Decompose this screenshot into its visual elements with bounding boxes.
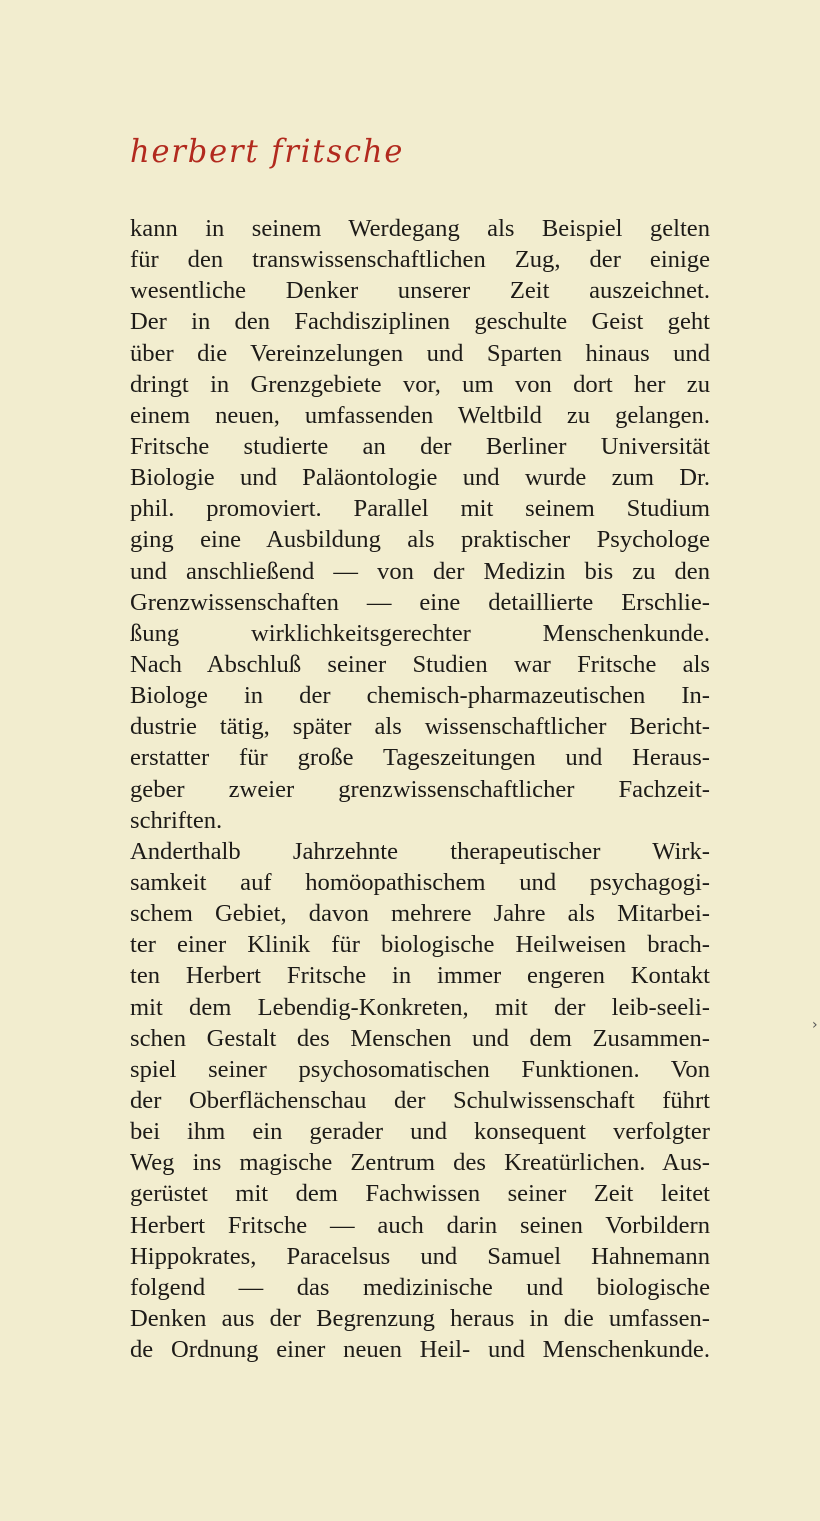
text-line: mit dem Lebendig-Konkreten, mit der leib-seeli- [130, 993, 710, 1021]
text-line: ßung wirklichkeitsgerechter Menschenkunde. [130, 619, 710, 647]
text-line: schriften. [130, 806, 223, 834]
paragraph-2 [130, 836, 710, 1365]
text-line: Fritsche studierte an der Berliner Universität [130, 432, 710, 460]
text-line: dustrie tätig, später als wissenschaftlicher Bericht- [130, 713, 710, 741]
text-line: samkeit auf homöopathischem und psychagogi- [130, 868, 710, 896]
text-line: schem Gebiet, davon mehrere Jahre als Mitarbei- [130, 900, 710, 928]
text-line: Biologe in der chemisch-pharmazeutischen In- [130, 682, 710, 710]
text-line: schen Gestalt des Menschen und dem Zusammen- [130, 1024, 710, 1052]
paragraph-1 [130, 213, 710, 836]
text-line: der Oberflächenschau der Schulwissenschaft führt [130, 1086, 710, 1114]
text-line: spiel seiner psychosomatischen Funktionen. Von [130, 1055, 710, 1083]
text-line: für den transwissenschaftlichen Zug, der einige [130, 246, 710, 274]
text-line: Hippokrates, Paracelsus und Samuel Hahnemann [130, 1242, 710, 1270]
text-line: Denken aus der Begrenzung heraus in die umfassen- [130, 1304, 710, 1332]
text-line: Anderthalb Jahrzehnte therapeutischer Wirk- [130, 837, 710, 865]
text-line: ter einer Klinik für biologische Heilweisen brach- [130, 931, 710, 959]
text-line: de Ordnung einer neuen Heil- und Menschenkunde. [130, 1336, 710, 1364]
text-line: folgend — das medizinische und biologische [130, 1273, 710, 1301]
text-line: Weg ins magische Zentrum des Kreatürlichen. Aus- [130, 1149, 710, 1177]
margin-mark: › [812, 1017, 818, 1033]
text-line: über die Vereinzelungen und Sparten hinaus und [130, 339, 710, 367]
text-line: Nach Abschluß seiner Studien war Fritsche als [130, 650, 710, 678]
text-line: Herbert Fritsche — auch darin seinen Vorbildern [130, 1211, 710, 1239]
text-line: geber zweier grenzwissenschaftlicher Fachzeit- [130, 775, 710, 803]
text-line: Biologie und Paläontologie und wurde zum Dr. [130, 464, 710, 492]
text-line: wesentliche Denker unserer Zeit auszeichnet. [130, 277, 710, 305]
text-line: Grenzwissenschaften — eine detaillierte Erschlie- [130, 588, 710, 616]
text-line: und anschließend — von der Medizin bis zu den [130, 557, 710, 585]
text-line: bei ihm ein gerader und konsequent verfolgter [130, 1118, 710, 1146]
author-name-heading: herbert fritsche [130, 132, 405, 170]
text-line: einem neuen, umfassenden Weltbild zu gelangen. [130, 401, 710, 429]
text-line: erstatter für große Tageszeitungen und Heraus- [130, 744, 710, 772]
body-text [130, 213, 710, 1365]
text-line: phil. promoviert. Parallel mit seinem Studium [130, 495, 710, 523]
text-line: dringt in Grenzgebiete vor, um von dort her zu [130, 370, 710, 398]
text-line: kann in seinem Werdegang als Beispiel gelten [130, 215, 710, 242]
text-line: ging eine Ausbildung als praktischer Psychologe [130, 526, 710, 554]
text-line: ten Herbert Fritsche in immer engeren Kontakt [130, 962, 710, 990]
text-line: Der in den Fachdisziplinen geschulte Geist geht [130, 308, 710, 336]
text-line: gerüstet mit dem Fachwissen seiner Zeit leitet [130, 1180, 710, 1208]
